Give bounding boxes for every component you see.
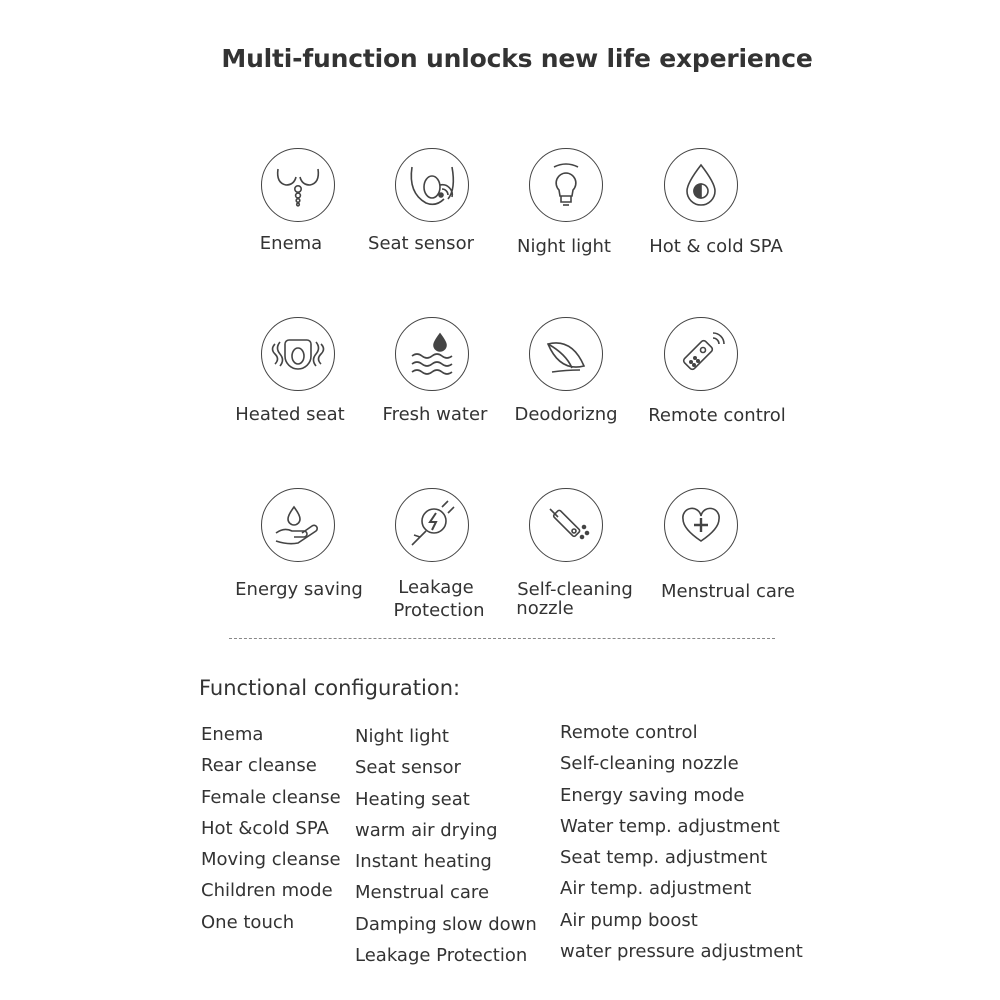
config-item: Hot &cold SPA <box>201 817 329 839</box>
config-column-1 <box>201 722 341 941</box>
config-item: Moving cleanse <box>201 849 341 871</box>
night-light-icon <box>529 148 603 222</box>
config-item: Self-cleaning nozzle <box>560 753 739 775</box>
dashed-divider <box>229 638 775 639</box>
feature-label-menstrual-care: Menstrual care <box>660 581 795 602</box>
feature-label-seat-sensor: Seat sensor <box>368 233 474 254</box>
heated-seat-icon <box>261 317 335 391</box>
hand-drop-icon <box>261 488 335 562</box>
water-drop-icon <box>664 148 738 222</box>
config-item: Leakage Protection <box>355 945 528 967</box>
config-column-2 <box>355 724 537 974</box>
config-item: Energy saving mode <box>560 784 745 806</box>
config-item: Remote control <box>560 722 698 743</box>
feature-label-leakage-line1: Leakage <box>398 577 474 598</box>
leaf-icon <box>529 317 603 391</box>
feature-label-energy-saving: Energy saving <box>235 579 363 600</box>
config-item: Rear cleanse <box>201 755 317 777</box>
config-item: Children mode <box>201 880 333 902</box>
nozzle-icon <box>529 488 603 562</box>
feature-label-remote-control: Remote control <box>648 405 786 426</box>
seat-sensor-icon <box>395 148 469 222</box>
plug-lightning-icon <box>395 488 469 562</box>
config-item: Water temp. adjustment <box>560 815 780 837</box>
config-item: Damping slow down <box>355 913 537 935</box>
enema-icon <box>261 148 335 222</box>
feature-label-self-cleaning-line1: Self-cleaning <box>517 579 633 600</box>
config-item: Air pump boost <box>560 909 698 931</box>
config-item: Heating seat <box>355 788 470 810</box>
config-item: Menstrual care <box>355 882 490 904</box>
config-item: Enema <box>201 724 264 745</box>
feature-label-self-cleaning-line2: nozzle <box>516 598 574 619</box>
config-item: Seat sensor <box>355 757 461 779</box>
config-item: Female cleanse <box>201 786 341 808</box>
config-item: Night light <box>355 726 449 747</box>
config-column-3 <box>560 720 803 970</box>
config-item: warm air drying <box>355 819 498 841</box>
feature-label-enema: Enema <box>259 233 323 254</box>
feature-label-heated-seat: Heated seat <box>235 404 345 425</box>
config-item: Instant heating <box>355 851 492 873</box>
page-title: Multi-function unlocks new life experience <box>221 44 813 73</box>
feature-label-leakage-line2: Protection <box>393 600 485 621</box>
remote-control-icon <box>664 317 738 391</box>
config-item: Seat temp. adjustment <box>560 847 768 869</box>
heart-plus-icon <box>664 488 738 562</box>
config-item: Air temp. adjustment <box>560 878 752 900</box>
feature-label-night-light: Night light <box>517 236 611 257</box>
config-item: water pressure adjustment <box>560 941 803 963</box>
config-item: One touch <box>201 911 295 933</box>
feature-label-hot-cold-spa: Hot & cold SPA <box>649 236 783 257</box>
fresh-water-icon <box>395 317 469 391</box>
config-title: Functional configuration: <box>199 676 461 700</box>
feature-label-deodorizing: Deodorizng <box>514 404 618 425</box>
feature-label-fresh-water: Fresh water <box>382 404 488 425</box>
